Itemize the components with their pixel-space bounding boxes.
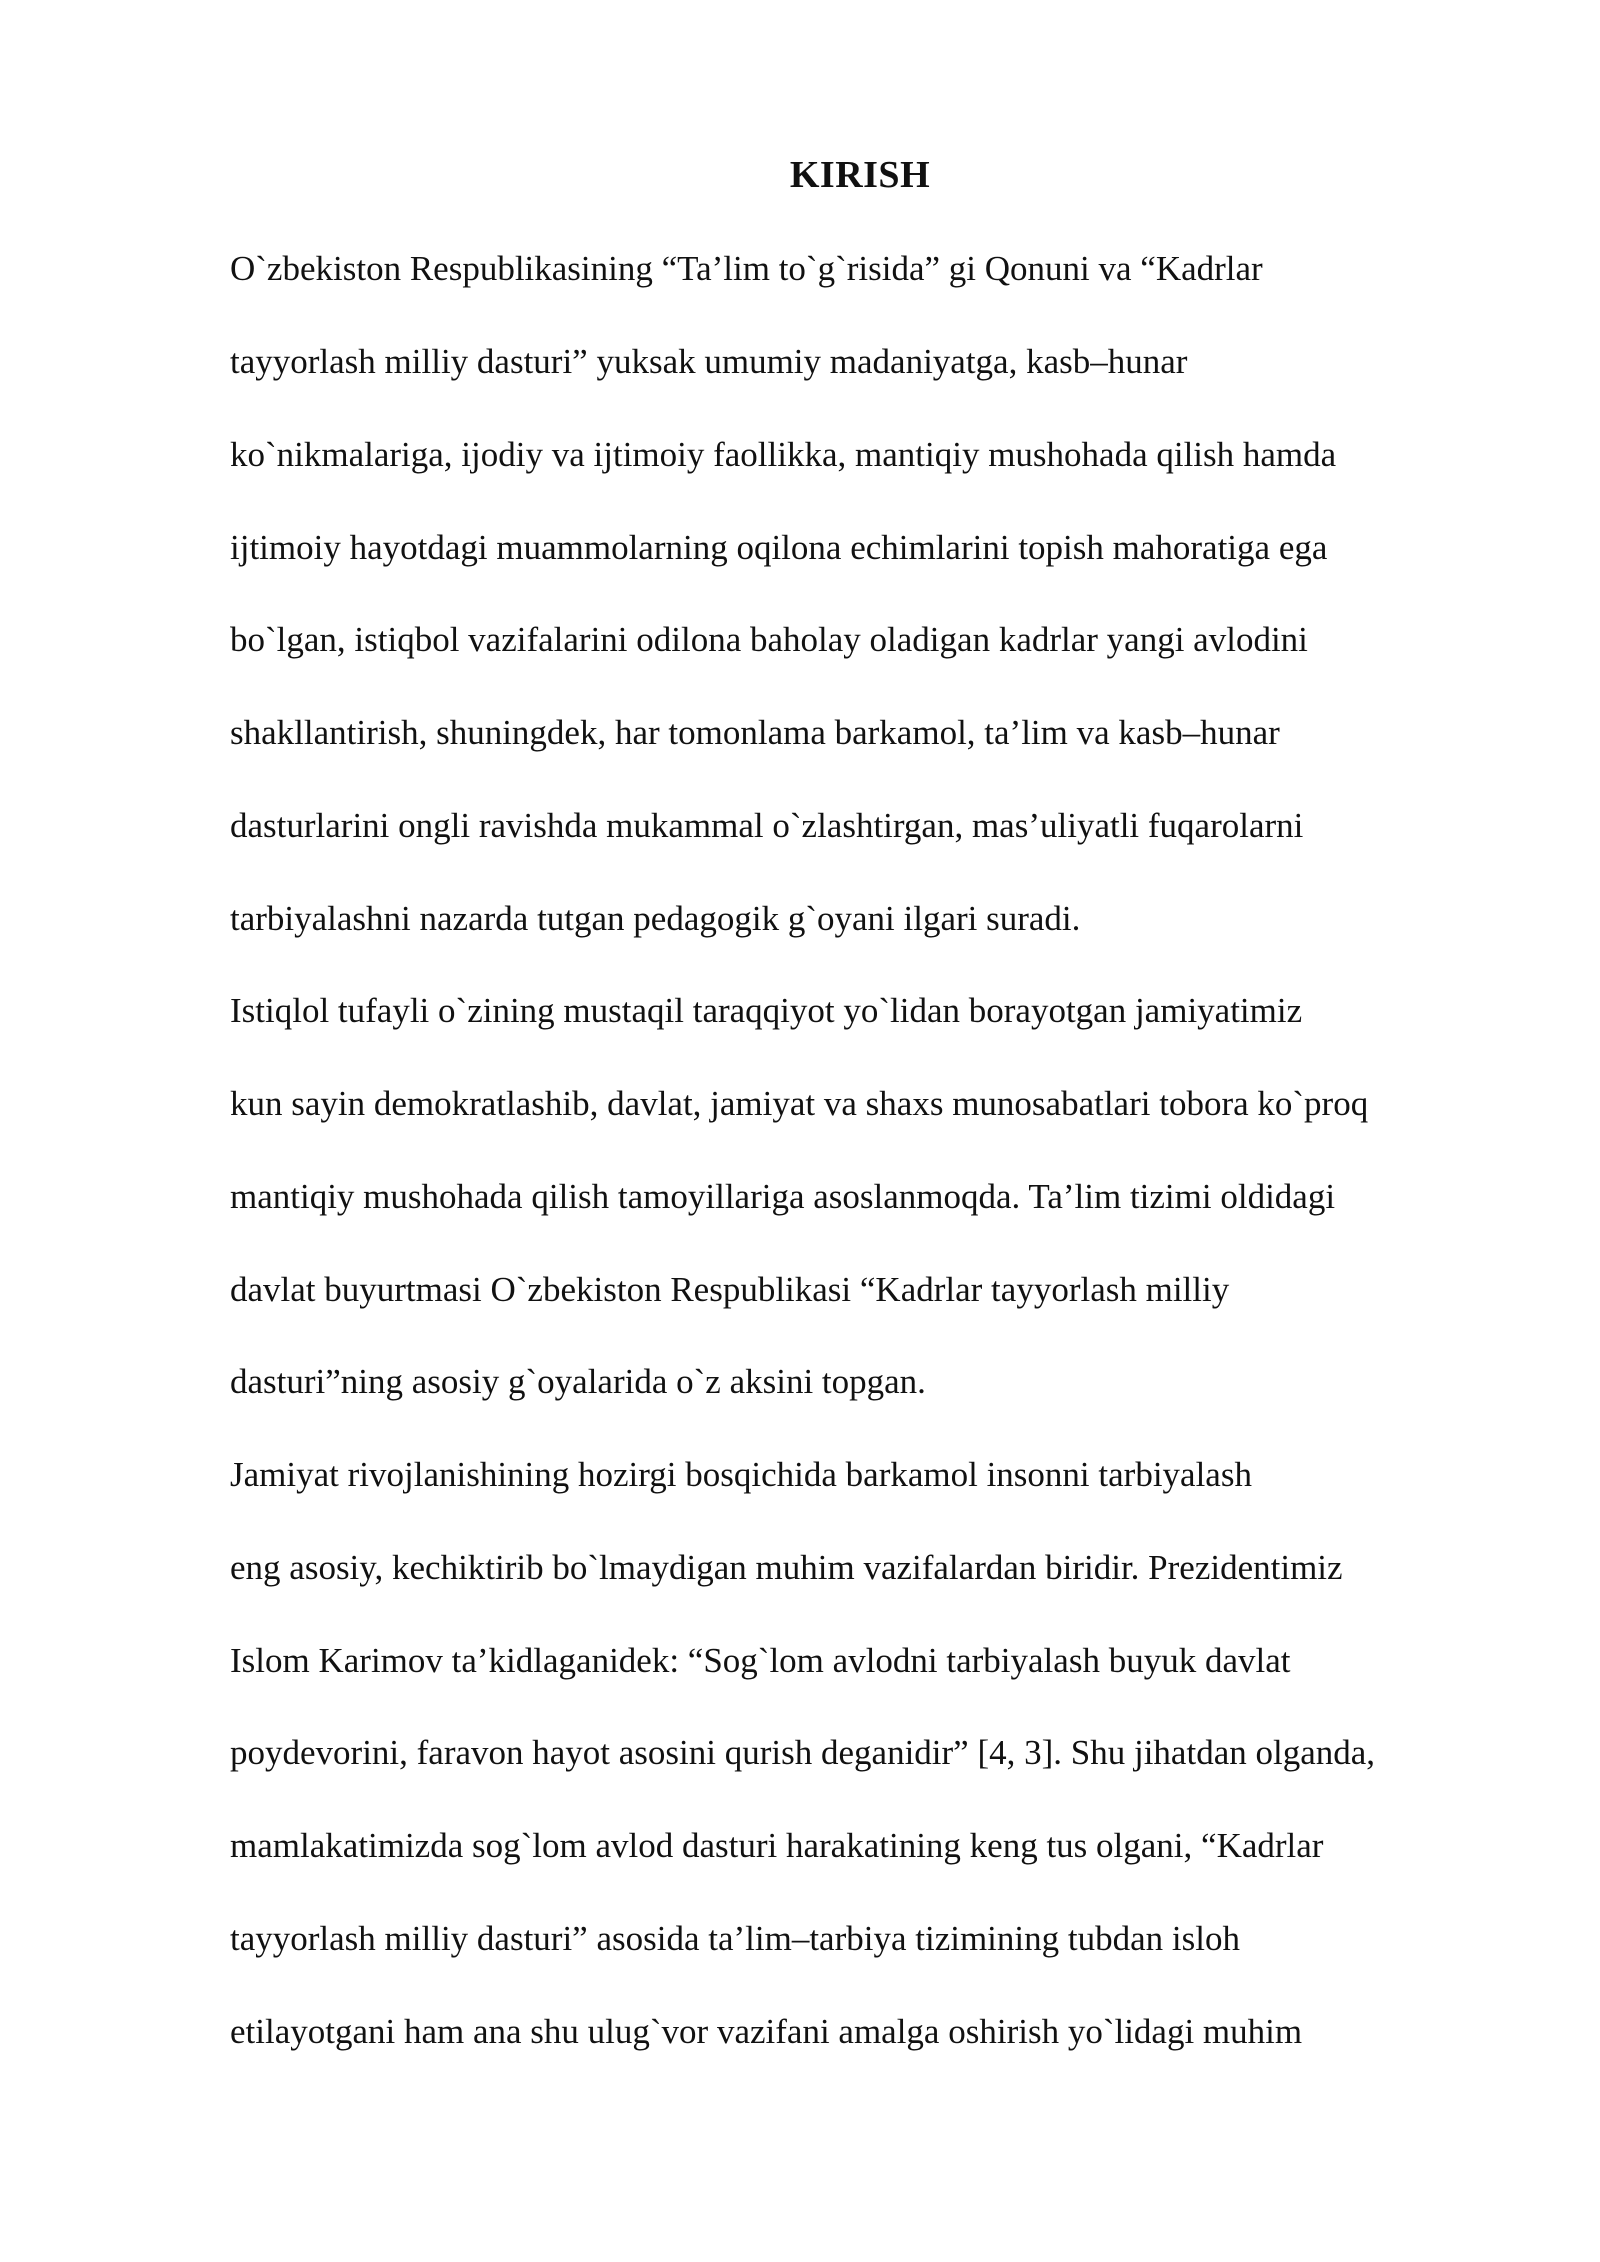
text-line: kun sayin demokratlashib, davlat, jamiyat va shaxs munosabatlari tobora ko`proq (230, 1084, 1369, 1123)
text-line: Jamiyat rivojlanishining hozirgi bosqichida barkamol insonni tarbiyalash (230, 1455, 1252, 1494)
text-line: dasturi”ning asosiy g`oyalarida o`z aksini topgan. (230, 1362, 926, 1401)
text-line: davlat buyurtmasi O`zbekiston Respublikasi “Kadrlar tayyorlash milliy (230, 1270, 1230, 1309)
text-line: tayyorlash milliy dasturi” asosida ta’lim–tarbiya tizimining tubdan isloh (230, 1919, 1240, 1958)
text-line: eng asosiy, kechiktirib bo`lmaydigan muhim vazifalardan biridir. Prezidentimiz (230, 1548, 1343, 1587)
text-line: mantiqiy mushohada qilish tamoyillariga asoslanmoqda. Ta’lim tizimi oldidagi (230, 1177, 1336, 1216)
text-line: tarbiyalashni nazarda tutgan pedagogik g`oyani ilgari suradi. (230, 899, 1081, 938)
text-line: Istiqlol tufayli o`zining mustaqil taraqqiyot yo`lidan borayotgan jamiyatimiz (230, 991, 1303, 1030)
text-line: tayyorlash milliy dasturi” yuksak umumiy madaniyatga, kasb–hunar (230, 342, 1188, 381)
text-line: bo`lgan, istiqbol vazifalarini odilona baholay oladigan kadrlar yangi avlodini (230, 620, 1308, 659)
text-line: O`zbekiston Respublikasining “Ta’lim to`g`risida” gi Qonuni va “Kadrlar (230, 249, 1263, 288)
text-line: ko`nikmalariga, ijodiy va ijtimoiy faollikka, mantiqiy mushohada qilish hamda (230, 435, 1337, 474)
text-line: etilayotgani ham ana shu ulug`vor vazifani amalga oshirish yo`lidagi muhim (230, 2012, 1303, 2051)
text-line: poydevorini, faravon hayot asosini qurish deganidir” [4, 3]. Shu jihatdan olganda, (230, 1733, 1376, 1772)
text-line: mamlakatimizda sog`lom avlod dasturi harakatining keng tus olgani, “Kadrlar (230, 1826, 1324, 1865)
text-line: ijtimoiy hayotdagi muammolarning oqilona echimlarini topish mahoratiga ega (230, 528, 1328, 567)
text-line: Islom Karimov ta’kidlaganidek: “Sog`lom avlodni tarbiyalash buyuk davlat (230, 1641, 1291, 1680)
page-title: KIRISH (789, 154, 931, 196)
text-line: shakllantirish, shuningdek, har tomonlama barkamol, ta’lim va kasb–hunar (230, 713, 1280, 752)
text-line: dasturlarini ongli ravishda mukammal o`zlashtirgan, mas’uliyatli fuqarolarni (230, 806, 1304, 845)
